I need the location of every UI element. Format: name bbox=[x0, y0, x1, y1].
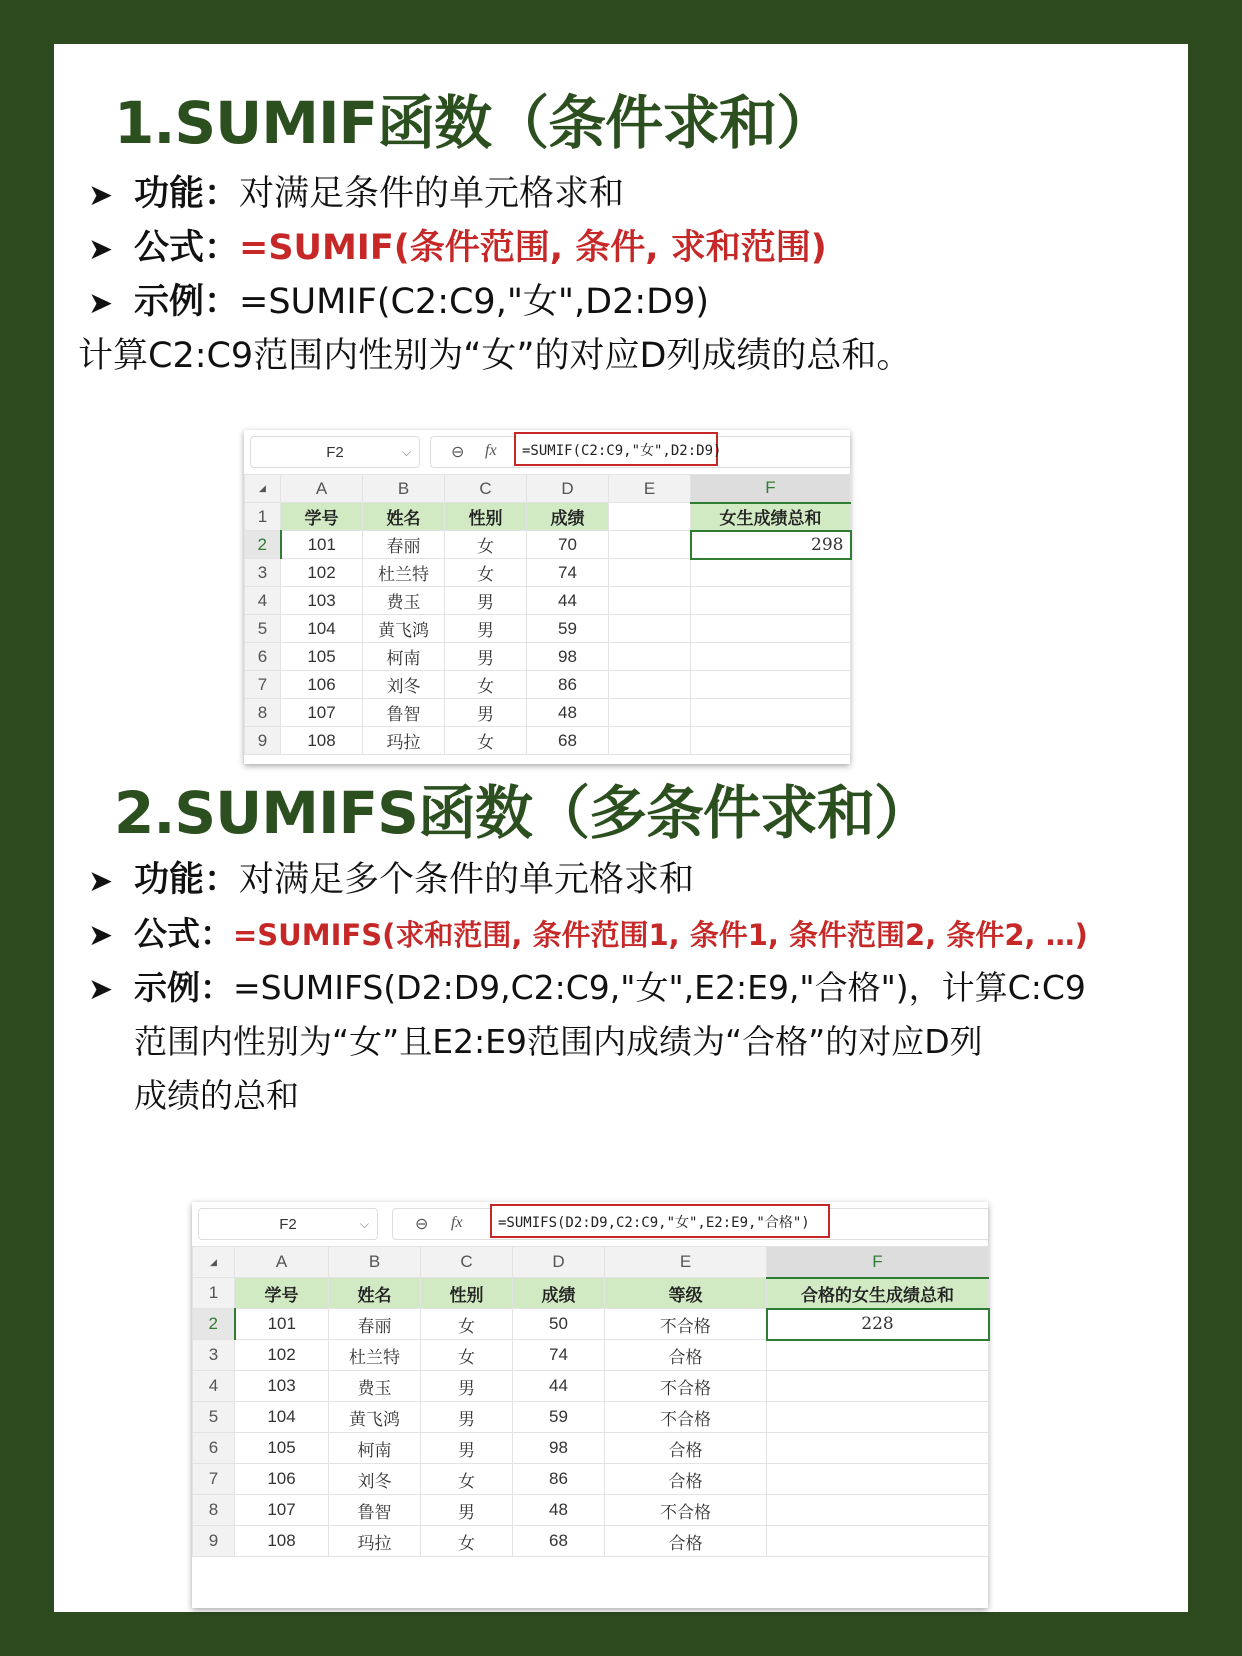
formula-syntax: =SUMIFS(求和范围, 条件范围1, 条件1, 条件范围2, 条件2, …) bbox=[233, 918, 1088, 952]
cell[interactable]: 鲁智 bbox=[329, 1495, 421, 1526]
function-label: 功能： bbox=[134, 174, 240, 214]
table-row bbox=[245, 615, 851, 643]
row-header-8[interactable]: 8 bbox=[193, 1495, 235, 1526]
section1-title: 1.SUMIF函数（条件求和） bbox=[114, 89, 834, 157]
cell[interactable]: 48 bbox=[527, 699, 609, 727]
cell[interactable]: 不合格 bbox=[605, 1495, 767, 1526]
section2-formula-line bbox=[88, 910, 1088, 960]
header-cell[interactable]: 学号 bbox=[281, 503, 363, 531]
row-header-9[interactable]: 9 bbox=[193, 1526, 235, 1557]
cell[interactable] bbox=[691, 671, 851, 699]
cell[interactable]: 杜兰特 bbox=[329, 1340, 421, 1371]
select-all-corner[interactable]: ◢ bbox=[193, 1247, 235, 1278]
cell[interactable]: 玛拉 bbox=[363, 727, 445, 755]
cell[interactable]: 合格 bbox=[605, 1340, 767, 1371]
section1-explanation: 计算C2:C9范围内性别为“女”的对应D列成绩的总和。 bbox=[78, 336, 912, 376]
function-text: 对满足多个条件的单元格求和 bbox=[239, 860, 695, 900]
spreadsheet-1 bbox=[244, 430, 850, 764]
cell[interactable]: 44 bbox=[513, 1371, 605, 1402]
arrow-icon: ➤ bbox=[88, 972, 114, 1007]
cell[interactable]: 74 bbox=[527, 559, 609, 587]
zoom-icon: ⊖ bbox=[451, 444, 465, 461]
cell[interactable]: 不合格 bbox=[605, 1402, 767, 1433]
row-header-1[interactable]: 1 bbox=[245, 503, 281, 531]
arrow-icon: ➤ bbox=[88, 864, 114, 899]
result-cell[interactable]: 298 bbox=[691, 531, 851, 559]
cell[interactable]: 105 bbox=[235, 1433, 329, 1464]
cell[interactable] bbox=[691, 587, 851, 615]
column-header-E[interactable]: E bbox=[605, 1247, 767, 1278]
table-row bbox=[193, 1495, 989, 1526]
cell[interactable]: 106 bbox=[281, 671, 363, 699]
cell[interactable] bbox=[691, 559, 851, 587]
fx-icon: fx bbox=[451, 1214, 463, 1231]
row-header-2[interactable]: 2 bbox=[245, 531, 281, 559]
cell[interactable]: 女 bbox=[421, 1526, 513, 1557]
cell[interactable]: 102 bbox=[235, 1340, 329, 1371]
cell[interactable]: 68 bbox=[527, 727, 609, 755]
formula-label: 公式： bbox=[134, 228, 240, 268]
grid-2 bbox=[192, 1246, 990, 1557]
section1-function-line bbox=[88, 170, 624, 220]
cell[interactable]: 男 bbox=[421, 1495, 513, 1526]
cell[interactable] bbox=[767, 1433, 989, 1464]
cell[interactable] bbox=[691, 727, 851, 755]
cell[interactable] bbox=[767, 1340, 989, 1371]
cell[interactable]: 107 bbox=[281, 699, 363, 727]
header-cell[interactable]: 性别 bbox=[445, 503, 527, 531]
result-cell[interactable]: 228 bbox=[767, 1309, 989, 1340]
section1-example-line bbox=[88, 278, 709, 328]
header-cell[interactable]: 成绩 bbox=[527, 503, 609, 531]
cell[interactable]: 44 bbox=[527, 587, 609, 615]
cell[interactable]: 男 bbox=[421, 1402, 513, 1433]
row-header-7[interactable]: 7 bbox=[193, 1464, 235, 1495]
cell[interactable]: 不合格 bbox=[605, 1309, 767, 1340]
cell[interactable]: 黄飞鸿 bbox=[363, 615, 445, 643]
arrow-icon: ➤ bbox=[88, 178, 114, 213]
column-header-D[interactable]: D bbox=[513, 1247, 605, 1278]
cell[interactable] bbox=[609, 643, 691, 671]
table-row bbox=[245, 699, 851, 727]
cell[interactable]: 玛拉 bbox=[329, 1526, 421, 1557]
column-header-A[interactable]: A bbox=[281, 475, 363, 503]
table-row bbox=[193, 1433, 989, 1464]
cell[interactable]: 刘冬 bbox=[363, 671, 445, 699]
row-header-3[interactable]: 3 bbox=[193, 1340, 235, 1371]
cell[interactable]: 女 bbox=[421, 1464, 513, 1495]
column-header-F[interactable]: F bbox=[767, 1247, 989, 1278]
cell[interactable] bbox=[691, 643, 851, 671]
name-box-value: F2 bbox=[279, 1215, 297, 1233]
cell[interactable] bbox=[609, 699, 691, 727]
cell[interactable]: 男 bbox=[445, 615, 527, 643]
spreadsheet-2 bbox=[192, 1202, 988, 1608]
formula-content[interactable]: =SUMIF(C2:C9,"女",D2:D9) bbox=[514, 432, 718, 466]
cell[interactable]: 杜兰特 bbox=[363, 559, 445, 587]
cell[interactable] bbox=[609, 587, 691, 615]
arrow-icon: ➤ bbox=[88, 286, 114, 321]
arrow-icon: ➤ bbox=[88, 232, 114, 267]
cell[interactable]: 104 bbox=[281, 615, 363, 643]
cell[interactable]: 101 bbox=[281, 531, 363, 559]
column-header-F[interactable]: F bbox=[691, 475, 851, 503]
table-header-row bbox=[193, 1278, 989, 1309]
cell[interactable]: 柯南 bbox=[329, 1433, 421, 1464]
cell[interactable]: 107 bbox=[235, 1495, 329, 1526]
name-box[interactable] bbox=[198, 1208, 378, 1240]
cell[interactable] bbox=[767, 1464, 989, 1495]
cell[interactable]: 女 bbox=[445, 727, 527, 755]
cell[interactable] bbox=[767, 1402, 989, 1433]
cell[interactable]: 男 bbox=[445, 699, 527, 727]
cell[interactable]: 鲁智 bbox=[363, 699, 445, 727]
cell[interactable] bbox=[767, 1371, 989, 1402]
cell[interactable]: 男 bbox=[421, 1371, 513, 1402]
column-header-D[interactable]: D bbox=[527, 475, 609, 503]
function-text: 对满足条件的单元格求和 bbox=[239, 174, 625, 214]
cell[interactable]: 101 bbox=[235, 1309, 329, 1340]
column-header-C[interactable]: C bbox=[421, 1247, 513, 1278]
formula-syntax: =SUMIF(条件范围, 条件, 求和范围) bbox=[239, 228, 827, 268]
cell[interactable]: 50 bbox=[513, 1309, 605, 1340]
cell[interactable] bbox=[609, 531, 691, 559]
column-header-row bbox=[245, 475, 851, 503]
table-row bbox=[193, 1402, 989, 1433]
table-row bbox=[245, 587, 851, 615]
header-cell[interactable]: 女生成绩总和 bbox=[691, 503, 851, 531]
row-header-5[interactable]: 5 bbox=[193, 1402, 235, 1433]
table-row bbox=[245, 671, 851, 699]
cell[interactable]: 59 bbox=[513, 1402, 605, 1433]
cell[interactable]: 费玉 bbox=[329, 1371, 421, 1402]
example-text: =SUMIF(C2:C9,"女",D2:D9) bbox=[239, 282, 710, 322]
header-cell[interactable]: 姓名 bbox=[329, 1278, 421, 1309]
cell[interactable]: 103 bbox=[281, 587, 363, 615]
cell[interactable]: 男 bbox=[421, 1433, 513, 1464]
example-text: =SUMIFS(D2:D9,C2:C9,"女",E2:E9,"合格")，计算C:C9 bbox=[233, 968, 1086, 1007]
name-box[interactable] bbox=[250, 436, 420, 468]
cell[interactable]: 68 bbox=[513, 1526, 605, 1557]
table-row bbox=[193, 1464, 989, 1495]
cell[interactable]: 106 bbox=[235, 1464, 329, 1495]
cell[interactable]: 86 bbox=[527, 671, 609, 699]
row-header-5[interactable]: 5 bbox=[245, 615, 281, 643]
example-label: 示例： bbox=[134, 968, 233, 1007]
row-header-4[interactable]: 4 bbox=[245, 587, 281, 615]
section2-example-line bbox=[88, 964, 1086, 1014]
column-header-B[interactable]: B bbox=[329, 1247, 421, 1278]
header-cell[interactable]: 性别 bbox=[421, 1278, 513, 1309]
row-header-7[interactable]: 7 bbox=[245, 671, 281, 699]
watermark bbox=[1010, 1610, 1210, 1636]
fx-icon: fx bbox=[485, 442, 497, 459]
cell[interactable]: 合格 bbox=[605, 1526, 767, 1557]
cell[interactable]: 108 bbox=[281, 727, 363, 755]
cell[interactable]: 春丽 bbox=[329, 1309, 421, 1340]
function-label: 功能： bbox=[134, 860, 240, 900]
cell[interactable] bbox=[767, 1526, 989, 1557]
section2-example-line-2: 范围内性别为“女”且E2:E9范围内成绩为“合格”的对应D列 bbox=[134, 1022, 983, 1061]
row-header-9[interactable]: 9 bbox=[245, 727, 281, 755]
table-row bbox=[245, 727, 851, 755]
cell[interactable]: 86 bbox=[513, 1464, 605, 1495]
cell[interactable]: 男 bbox=[445, 643, 527, 671]
cell[interactable] bbox=[767, 1495, 989, 1526]
header-cell[interactable]: 学号 bbox=[235, 1278, 329, 1309]
cell[interactable] bbox=[609, 727, 691, 755]
header-cell[interactable]: 等级 bbox=[605, 1278, 767, 1309]
cell[interactable]: 女 bbox=[445, 559, 527, 587]
table-row bbox=[193, 1526, 989, 1557]
cell[interactable]: 98 bbox=[527, 643, 609, 671]
select-all-corner[interactable]: ◢ bbox=[245, 475, 281, 503]
chevron-down-icon: ⌵ bbox=[401, 444, 411, 459]
row-header-4[interactable]: 4 bbox=[193, 1371, 235, 1402]
row-header-1[interactable]: 1 bbox=[193, 1278, 235, 1309]
column-header-C[interactable]: C bbox=[445, 475, 527, 503]
cell[interactable]: 105 bbox=[281, 643, 363, 671]
cell[interactable]: 98 bbox=[513, 1433, 605, 1464]
cell[interactable]: 合格 bbox=[605, 1464, 767, 1495]
name-box-value: F2 bbox=[326, 443, 344, 461]
table-row bbox=[193, 1371, 989, 1402]
zoom-icon: ⊖ bbox=[415, 1216, 429, 1233]
header-cell[interactable] bbox=[609, 503, 691, 531]
row-header-2[interactable]: 2 bbox=[193, 1309, 235, 1340]
row-header-8[interactable]: 8 bbox=[245, 699, 281, 727]
cell[interactable]: 104 bbox=[235, 1402, 329, 1433]
cell[interactable] bbox=[609, 671, 691, 699]
column-header-B[interactable]: B bbox=[363, 475, 445, 503]
cell[interactable] bbox=[609, 559, 691, 587]
section2-function-line bbox=[88, 856, 694, 906]
row-header-6[interactable]: 6 bbox=[193, 1433, 235, 1464]
cell[interactable]: 女 bbox=[445, 531, 527, 559]
cell[interactable]: 黄飞鸿 bbox=[329, 1402, 421, 1433]
chevron-down-icon: ⌵ bbox=[359, 1216, 369, 1231]
cell[interactable]: 74 bbox=[513, 1340, 605, 1371]
cell[interactable]: 108 bbox=[235, 1526, 329, 1557]
cell[interactable]: 合格 bbox=[605, 1433, 767, 1464]
row-header-3[interactable]: 3 bbox=[245, 559, 281, 587]
cell[interactable]: 102 bbox=[281, 559, 363, 587]
table-header-row bbox=[245, 503, 851, 531]
grid-1 bbox=[244, 474, 852, 755]
cell[interactable]: 女 bbox=[421, 1309, 513, 1340]
cell[interactable] bbox=[691, 699, 851, 727]
section2-example-line-3: 成绩的总和 bbox=[134, 1076, 299, 1115]
header-cell[interactable]: 合格的女生成绩总和 bbox=[767, 1278, 989, 1309]
cell[interactable] bbox=[609, 615, 691, 643]
cell[interactable]: 59 bbox=[527, 615, 609, 643]
formula-content[interactable]: =SUMIFS(D2:D9,C2:C9,"女",E2:E9,"合格") bbox=[490, 1204, 830, 1238]
table-row bbox=[193, 1340, 989, 1371]
table-row bbox=[245, 559, 851, 587]
table-row bbox=[245, 643, 851, 671]
cell[interactable]: 刘冬 bbox=[329, 1464, 421, 1495]
cell[interactable]: 柯南 bbox=[363, 643, 445, 671]
example-label: 示例： bbox=[134, 282, 240, 322]
column-header-row bbox=[193, 1247, 989, 1278]
column-header-E[interactable]: E bbox=[609, 475, 691, 503]
column-header-A[interactable]: A bbox=[235, 1247, 329, 1278]
section2-title: 2.SUMIFS函数（多条件求和） bbox=[114, 779, 931, 847]
cell[interactable]: 春丽 bbox=[363, 531, 445, 559]
cell[interactable]: 48 bbox=[513, 1495, 605, 1526]
cell[interactable]: 女 bbox=[445, 671, 527, 699]
cell[interactable]: 男 bbox=[445, 587, 527, 615]
cell[interactable]: 70 bbox=[527, 531, 609, 559]
cell[interactable] bbox=[691, 615, 851, 643]
table-row bbox=[193, 1309, 989, 1340]
cell[interactable]: 女 bbox=[421, 1340, 513, 1371]
header-cell[interactable]: 姓名 bbox=[363, 503, 445, 531]
section1-formula-line bbox=[88, 224, 827, 274]
table-row bbox=[245, 531, 851, 559]
arrow-icon: ➤ bbox=[88, 918, 114, 953]
cell[interactable]: 103 bbox=[235, 1371, 329, 1402]
formula-label: 公式： bbox=[134, 914, 233, 953]
content-card bbox=[54, 44, 1188, 1612]
cell[interactable]: 费玉 bbox=[363, 587, 445, 615]
cell[interactable]: 不合格 bbox=[605, 1371, 767, 1402]
row-header-6[interactable]: 6 bbox=[245, 643, 281, 671]
header-cell[interactable]: 成绩 bbox=[513, 1278, 605, 1309]
